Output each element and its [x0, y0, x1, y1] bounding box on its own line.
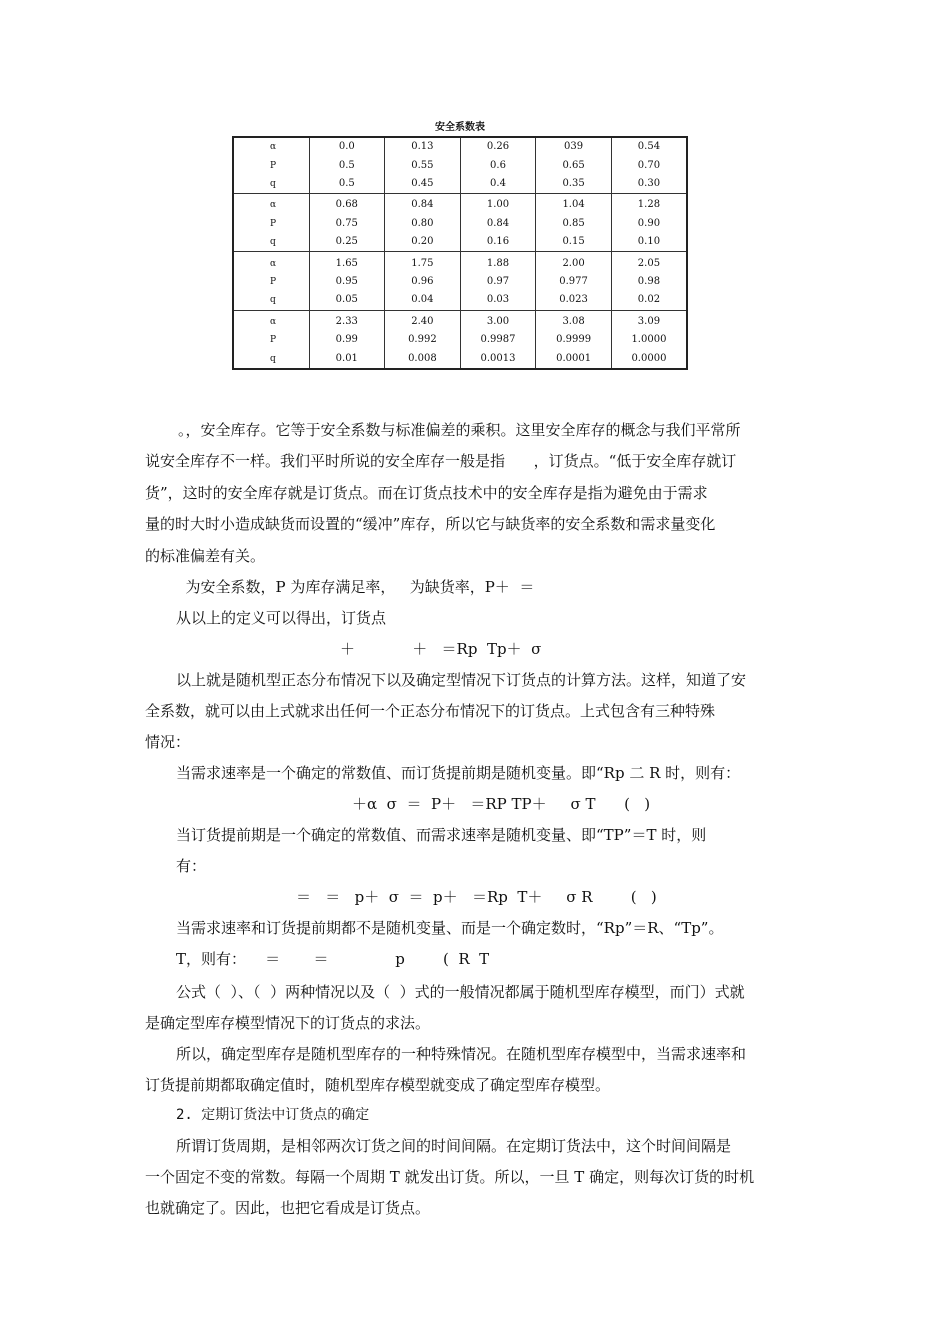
table-cell: 0.97 — [460, 273, 536, 291]
table-cell: 0.55 — [385, 156, 461, 174]
table-cell: 0.03 — [460, 291, 536, 310]
row-label: q — [233, 175, 309, 194]
table-cell: 1.28 — [611, 194, 687, 215]
table-row — [233, 233, 687, 252]
paragraph-line: 所谓订货周期，是相邻两次订货之间的时间间隔。在定期订货法中，这个时间间隔是 — [176, 1137, 732, 1155]
table-cell: 0.0 — [309, 137, 385, 156]
paragraph-line: 的标准偏差有关。 — [145, 547, 266, 565]
table-cell: 0.25 — [309, 233, 385, 252]
paragraph-line: 从以上的定义可以得出，订货点 — [176, 609, 387, 627]
table-cell: 1.75 — [385, 252, 461, 273]
table-cell: 0.02 — [611, 291, 687, 310]
paragraph-line: 全系数，就可以由上式就求出任何一个正态分布情况下的订货点。上式包含有三种特殊 — [145, 702, 716, 720]
table-cell: 0.68 — [309, 194, 385, 215]
table-cell: 0.0001 — [536, 350, 612, 370]
table-row — [233, 252, 687, 273]
paragraph-line: 订货提前期都取确定值时，随机型库存模型就变成了确定型库存模型。 — [145, 1076, 611, 1094]
table-cell: 0.70 — [611, 156, 687, 174]
table-cell: 1.0000 — [611, 331, 687, 349]
table-cell: 3.09 — [611, 310, 687, 331]
paragraph-line: 量的时大时小造成缺货而设置的“缓冲”库存，所以它与缺货率的安全系数和需求量变化 — [145, 515, 716, 533]
paragraph-line: 当需求速率和订货提前期都不是随机变量、而是一个确定数时，“Rp”＝R、“Tp”。 — [176, 919, 724, 937]
table-row — [233, 194, 687, 215]
table-cell: 0.26 — [460, 137, 536, 156]
table-cell: 0.20 — [385, 233, 461, 252]
table-cell: 0.30 — [611, 175, 687, 194]
table-row — [233, 137, 687, 156]
formula: ＝ ＝ p＋ σ ＝ p＋ ＝Rp T＋ σ R ( ) — [296, 888, 657, 906]
row-label: α — [233, 310, 309, 331]
paragraph-line: 说安全库存不一样。我们平时所说的安全库存一般是指 ，订货点。“低于安全库存就订 — [145, 452, 737, 470]
table-cell: 0.84 — [385, 194, 461, 215]
table-cell: 0.977 — [536, 273, 612, 291]
table-row — [233, 215, 687, 233]
paragraph-line: 。，安全库存。它等于安全系数与标准偏差的乘积。这里安全库存的概念与我们平常所 — [178, 421, 741, 439]
paragraph-line: 一个固定不变的常数。每隔一个周期 T 就发出订货。所以，一旦 T 确定，则每次订货的时机 — [145, 1168, 755, 1186]
table-cell: 0.0013 — [460, 350, 536, 370]
table-cell: 0.98 — [611, 273, 687, 291]
table-cell: 0.85 — [536, 215, 612, 233]
paragraph-line: 为安全系数，P 为库存满足率， 为缺货率，P＋ ＝ — [176, 578, 535, 596]
table-row — [233, 291, 687, 310]
table-cell: 0.75 — [309, 215, 385, 233]
table-row — [233, 310, 687, 331]
row-label: α — [233, 194, 309, 215]
table-cell: 0.13 — [385, 137, 461, 156]
table-cell: 0.5 — [309, 175, 385, 194]
formula: ＋ ＋ ＝Rp Tp＋ σ — [340, 640, 542, 658]
paragraph-line: 当订货提前期是一个确定的常数值、而需求速率是随机变量、即“TP”＝T 时，则 — [176, 826, 707, 844]
table-cell: 1.65 — [309, 252, 385, 273]
table-cell: 1.88 — [460, 252, 536, 273]
table-cell: 0.01 — [309, 350, 385, 370]
formula: ＋α σ ＝ P＋ ＝RP TP＋ σ T ( ) — [352, 795, 651, 813]
table-cell: 0.4 — [460, 175, 536, 194]
table-cell: 0.05 — [309, 291, 385, 310]
table-cell: 0.9987 — [460, 331, 536, 349]
paragraph-line: 以上就是随机型正态分布情况下以及确定型情况下订货点的计算方法。这样，知道了安 — [176, 671, 747, 689]
row-label: q — [233, 233, 309, 252]
paragraph-line: 也就确定了。因此，也把它看成是订货点。 — [145, 1199, 431, 1217]
paragraph-line: 所以，确定型库存是随机型库存的一种特殊情况。在随机型库存模型中，当需求速率和 — [176, 1045, 747, 1063]
row-label: P — [233, 215, 309, 233]
table-cell: 0.99 — [309, 331, 385, 349]
table-cell: 039 — [536, 137, 612, 156]
table-cell: 0.9999 — [536, 331, 612, 349]
table-cell: 0.0000 — [611, 350, 687, 370]
table-cell: 0.80 — [385, 215, 461, 233]
table-cell: 0.008 — [385, 350, 461, 370]
table-cell: 0.6 — [460, 156, 536, 174]
table-cell: 0.95 — [309, 273, 385, 291]
table-cell: 0.992 — [385, 331, 461, 349]
table-cell: 0.54 — [611, 137, 687, 156]
table-cell: 0.15 — [536, 233, 612, 252]
row-label: α — [233, 137, 309, 156]
paragraph-line: 公式（ ）、（ ）两种情况以及（ ）式的一般情况都属于随机型库存模型，而门）式就 — [176, 983, 745, 1001]
table-cell: 2.05 — [611, 252, 687, 273]
table-row — [233, 175, 687, 194]
row-label: P — [233, 331, 309, 349]
table-row — [233, 273, 687, 291]
paragraph-line: 是确定型库存模型情况下的订货点的求法。 — [145, 1014, 431, 1032]
table-cell: 2.33 — [309, 310, 385, 331]
table-cell: 0.16 — [460, 233, 536, 252]
table-cell: 1.00 — [460, 194, 536, 215]
paragraph-line: 有： — [176, 857, 207, 875]
table-cell: 1.04 — [536, 194, 612, 215]
table-row — [233, 156, 687, 174]
safety-factor-table — [232, 136, 688, 370]
table-title: 安全系数表 — [435, 122, 485, 133]
row-label: q — [233, 350, 309, 370]
paragraph-line: T，则有： ＝ ＝ p ( R T — [176, 950, 490, 968]
table-row — [233, 350, 687, 370]
paragraph-line: 情况： — [145, 733, 191, 751]
table-cell: 0.84 — [460, 215, 536, 233]
table-cell: 0.10 — [611, 233, 687, 252]
table-cell: 2.00 — [536, 252, 612, 273]
table-cell: 0.65 — [536, 156, 612, 174]
table-cell: 0.04 — [385, 291, 461, 310]
row-label: α — [233, 252, 309, 273]
table-row — [233, 331, 687, 349]
table-cell: 0.5 — [309, 156, 385, 174]
table-cell: 2.40 — [385, 310, 461, 331]
table-cell: 0.35 — [536, 175, 612, 194]
paragraph-line: 当需求速率是一个确定的常数值、而订货提前期是随机变量。即“Rp 二 R 时，则有： — [176, 764, 741, 782]
row-label: P — [233, 156, 309, 174]
row-label: q — [233, 291, 309, 310]
table-cell: 0.023 — [536, 291, 612, 310]
table-cell: 0.90 — [611, 215, 687, 233]
row-label: P — [233, 273, 309, 291]
table-cell: 0.45 — [385, 175, 461, 194]
table-cell: 3.00 — [460, 310, 536, 331]
section-heading: 2. 定期订货法中订货点的确定 — [176, 1107, 370, 1123]
paragraph-line: 货”，这时的安全库存就是订货点。而在订货点技术中的安全库存是指为避免由于需求 — [145, 484, 708, 502]
table-cell: 0.96 — [385, 273, 461, 291]
table-cell: 3.08 — [536, 310, 612, 331]
